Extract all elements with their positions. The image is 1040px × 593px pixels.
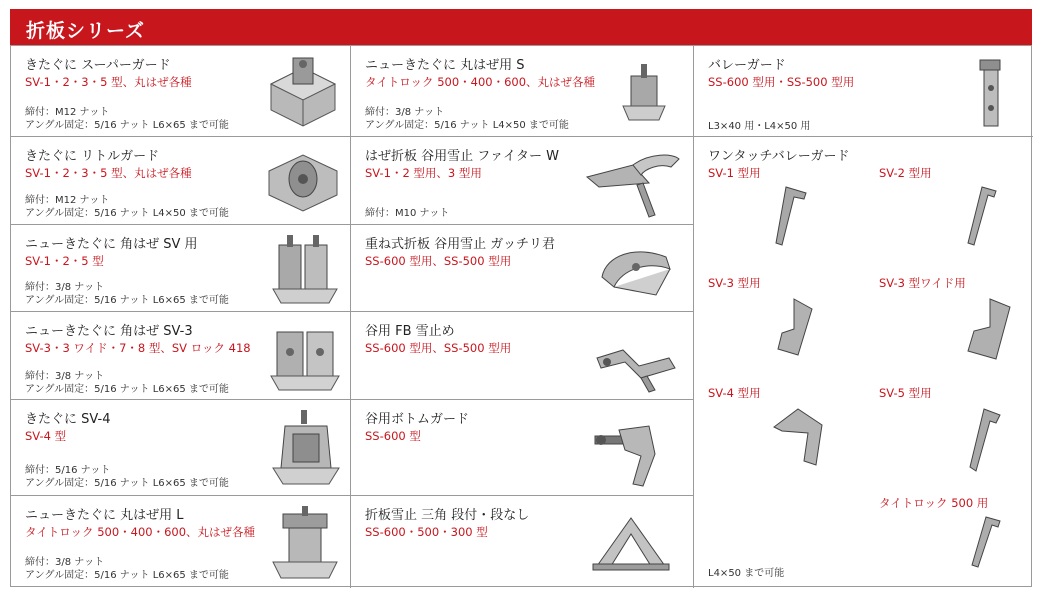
product-card (11, 496, 351, 588)
product-model: SV-3・3 ワイド・7・8 型、SV ロック 418 (25, 341, 251, 355)
product-model: SV-1・2 型用、3 型用 (365, 166, 482, 180)
product-title: ニューきたぐに 丸はぜ用 L (25, 508, 184, 523)
product-model: SV-1・2・3・5 型、丸はぜ各種 (25, 75, 192, 89)
fighter-w-bracket-icon (583, 143, 683, 219)
product-model: SS-600 型用、SS-500 型用 (365, 341, 512, 355)
product-card (351, 400, 694, 496)
one-touch-sv5-icon (966, 407, 1006, 473)
variant-label: SV-3 型用 (708, 276, 761, 290)
product-note: アングル固定：5/16 ナット L6×65 まで可能 (25, 570, 229, 581)
variant-label: SV-2 型用 (879, 166, 932, 180)
one-touch-tightlock-icon (966, 515, 1006, 569)
product-title: 折板雪止 三角 段付・段なし (365, 508, 530, 523)
product-model: SS-600 型 (365, 429, 421, 443)
product-title: 重ね式折板 谷用雪止 ガッチリ君 (365, 237, 556, 252)
one-touch-sv4-icon (770, 407, 826, 467)
product-note: アングル固定：5/16 ナット L6×65 まで可能 (25, 120, 229, 131)
product-title: 谷用 FB 雪止め (365, 324, 455, 339)
kakuhaze-sv3-clamp-icon (269, 322, 341, 394)
product-card (351, 312, 694, 400)
variant-label: SV-3 型ワイド用 (879, 276, 966, 290)
product-card (351, 496, 694, 588)
product-note: アングル固定：5/16 ナット L4×50 まで可能 (365, 120, 569, 131)
valley-guard-icon (976, 58, 1006, 128)
little-guard-clamp-icon (263, 145, 343, 217)
product-note: 締付：M10 ナット (365, 208, 450, 219)
super-guard-clamp-icon (263, 54, 343, 130)
variant-label: SV-5 型用 (879, 386, 932, 400)
maruhaze-s-clamp-icon (619, 62, 669, 122)
product-card (351, 225, 694, 312)
variant-label: SV-4 型用 (708, 386, 761, 400)
gatchiri-kun-bracket-icon (596, 239, 676, 303)
triangle-snow-stop-icon (591, 512, 671, 576)
product-grid (10, 45, 1032, 587)
one-touch-sv1-icon (772, 185, 812, 249)
variant-label: SV-1 型用 (708, 166, 761, 180)
one-touch-sv3-icon (772, 297, 818, 357)
product-title: きたぐに スーパーガード (25, 58, 171, 73)
product-card (694, 46, 1033, 137)
sv4-clamp-icon (271, 408, 341, 488)
product-title: ニューきたぐに 角はぜ SV-3 (25, 324, 193, 339)
product-card (11, 137, 351, 225)
fb-snow-stop-icon (589, 328, 679, 394)
product-note: 締付：5/16 ナット (25, 465, 111, 476)
product-card (11, 312, 351, 400)
product-title: きたぐに リトルガード (25, 149, 160, 164)
product-model: SS-600 型用、SS-500 型用 (365, 254, 512, 268)
product-model: タイトロック 500・400・600、丸はぜ各種 (25, 525, 256, 539)
product-card (11, 46, 351, 137)
bottom-guard-icon (589, 410, 679, 490)
section-note: L4×50 まで可能 (708, 568, 785, 579)
product-note: 締付：M12 ナット (25, 107, 110, 118)
product-note: アングル固定：5/16 ナット L4×50 まで可能 (25, 208, 229, 219)
product-title: ニューきたぐに 角はぜ SV 用 (25, 237, 198, 252)
product-note: L3×40 用・L4×50 用 (708, 121, 811, 132)
product-card (351, 46, 694, 137)
product-note: 締付：3/8 ナット (25, 371, 105, 382)
one-touch-sv3-wide-icon (964, 297, 1012, 361)
product-model: SV-1・2・3・5 型、丸はぜ各種 (25, 166, 192, 180)
product-model: SV-4 型 (25, 429, 67, 443)
product-title: はぜ折板 谷用雪止 ファイター W (365, 149, 559, 164)
one-touch-valley-guard-section (694, 137, 1033, 588)
variant-label: タイトロック 500 用 (879, 496, 989, 510)
product-model: SS-600 型用・SS-500 型用 (708, 75, 855, 89)
product-title: バレーガード (708, 58, 786, 73)
page-title: 折板シリーズ (26, 20, 146, 42)
product-note: アングル固定：5/16 ナット L6×65 まで可能 (25, 384, 229, 395)
maruhaze-l-clamp-icon (269, 504, 341, 582)
product-card (11, 400, 351, 496)
product-model: SV-1・2・5 型 (25, 254, 104, 268)
kakuhaze-sv-clamp-icon (269, 231, 341, 307)
product-note: アングル固定：5/16 ナット L6×65 まで可能 (25, 478, 229, 489)
product-model: SS-600・500・300 型 (365, 525, 488, 539)
product-card (351, 137, 694, 225)
product-note: アングル固定：5/16 ナット L6×65 まで可能 (25, 295, 229, 306)
product-note: 締付：3/8 ナット (25, 557, 105, 568)
page-header (10, 9, 1032, 45)
product-card (11, 225, 351, 312)
product-title: ニューきたぐに 丸はぜ用 S (365, 58, 525, 73)
product-note: 締付：3/8 ナット (25, 282, 105, 293)
product-model: タイトロック 500・400・600、丸はぜ各種 (365, 75, 596, 89)
section-title: ワンタッチバレーガード (708, 149, 850, 164)
product-note: 締付：3/8 ナット (365, 107, 445, 118)
one-touch-sv2-icon (962, 185, 1002, 249)
product-title: きたぐに SV-4 (25, 412, 111, 427)
product-title: 谷用ボトムガード (365, 412, 470, 427)
product-note: 締付：M12 ナット (25, 195, 110, 206)
